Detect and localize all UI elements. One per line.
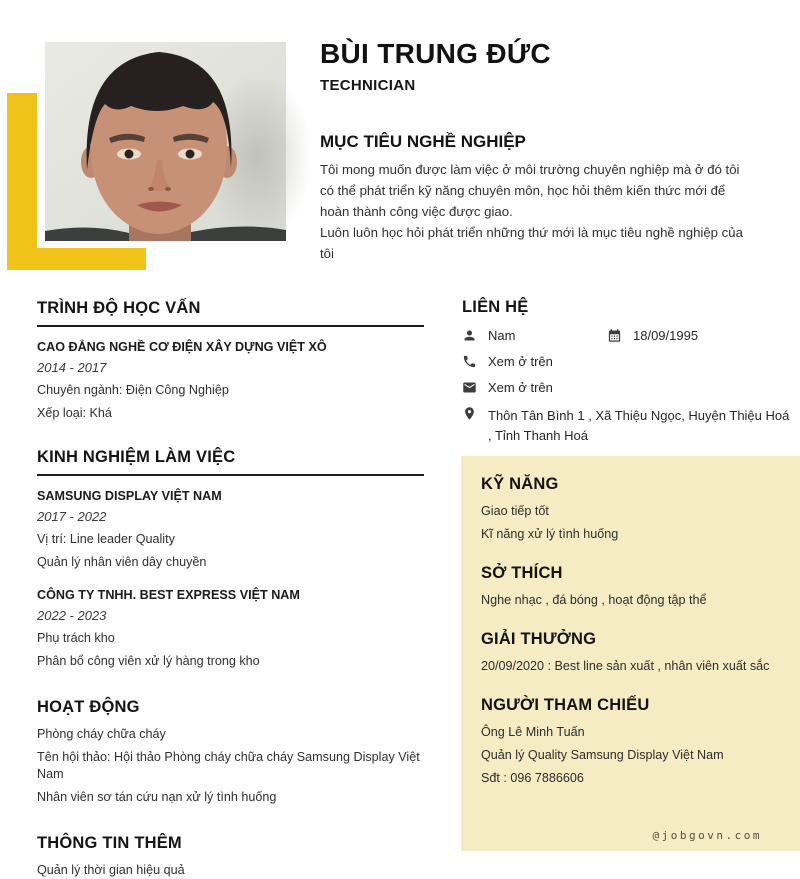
skills-heading: KỸ NĂNG: [481, 475, 559, 493]
experience-entry: [37, 488, 424, 571]
person-icon: [462, 328, 477, 343]
job-period: 2017 - 2022: [37, 509, 107, 524]
contact-rows: [462, 328, 792, 446]
job-period: 2022 - 2023: [37, 608, 107, 623]
additional-info-list: [37, 862, 424, 879]
phone-value: Xem ở trên: [488, 354, 553, 369]
dob-pair: [607, 328, 698, 344]
contact-section: [462, 296, 792, 446]
candidate-title: TECHNICIAN: [320, 77, 416, 94]
contact-row-email: [462, 380, 792, 396]
location-icon: [462, 406, 477, 421]
awards-heading: GIẢI THƯỞNG: [481, 630, 597, 648]
job-company: CÔNG TY TNHH. BEST EXPRESS VIỆT NAM: [37, 588, 300, 602]
phone-icon: [462, 354, 477, 369]
additional-info-heading: THÔNG TIN THÊM: [37, 834, 182, 852]
hobbies-heading: SỞ THÍCH: [481, 564, 563, 582]
reference-line: Sđt : 096 7886606: [481, 771, 584, 785]
reference-line: Ông Lê Minh Tuấn: [481, 725, 585, 739]
references-heading: NGƯỜI THAM CHIẾU: [481, 696, 650, 714]
objective-paragraph-2: Luôn luôn học hỏi phát triển những thứ mới là mục tiêu nghề nghiệp của tôi: [320, 225, 743, 261]
activity-line: Phòng cháy chữa cháy: [37, 727, 166, 741]
address-value: Thôn Tân Bình 1 , Xã Thiệu Ngọc, Huyện Thiệu Hoá , Tỉnh Thanh Hoá: [488, 408, 790, 443]
job-line: Phụ trách kho: [37, 631, 115, 645]
activities-list: [37, 726, 424, 806]
accent-bar-horizontal: [7, 248, 146, 270]
job-company: SAMSUNG DISPLAY VIỆT NAM: [37, 489, 222, 503]
side-panel: [461, 456, 800, 851]
objective-heading: MỤC TIÊU NGHỀ NGHIỆP: [320, 132, 526, 151]
contact-heading: LIÊN HỆ: [462, 298, 529, 316]
education-school: CAO ĐẲNG NGHỀ CƠ ĐIỆN XÂY DỰNG VIỆT XÔ: [37, 340, 327, 354]
contact-row-phone: [462, 354, 792, 370]
gender-pair: [462, 328, 607, 344]
contact-row-gender-dob: [462, 328, 792, 344]
activities-heading: HOẠT ĐỘNG: [37, 698, 140, 716]
experience-heading: KINH NGHIỆM LÀM VIỆC: [37, 446, 424, 476]
experience-entry: [37, 587, 424, 670]
objective-paragraph-1: Tôi mong muốn được làm việc ở môi trường chuyên nghiệp mà ở đó tôi có thể phát triển kỹ năng chuyên môn, học hỏi thêm kiến thức mới để hoàn thành công việc được giao.: [320, 162, 740, 219]
gender-value: Nam: [488, 328, 516, 343]
dob-value: 18/09/1995: [633, 328, 699, 343]
education-line: Chuyên ngành: Điện Công Nghiệp: [37, 383, 229, 397]
candidate-name: BÙI TRUNG ĐỨC: [320, 38, 551, 69]
left-column: [37, 297, 424, 879]
accent-bar-vertical: [7, 93, 37, 270]
education-line: Xếp loại: Khá: [37, 406, 112, 420]
hobby-line: Nghe nhạc , đá bóng , hoạt động tập thể: [481, 593, 707, 607]
education-heading: TRÌNH ĐỘ HỌC VẤN: [37, 297, 424, 327]
award-line: 20/09/2020 : Best line sản xuất , nhân viên xuất sắc: [481, 659, 770, 673]
job-line: Phân bổ công viên xử lý hàng trong kho: [37, 654, 260, 668]
activity-line: Tên hội thảo: Hội thảo Phòng cháy chữa cháy Samsung Display Việt Nam: [37, 750, 420, 781]
job-line: Quản lý nhân viên dây chuyền: [37, 555, 207, 569]
portrait-illustration: [45, 42, 286, 241]
contact-row-address: [462, 406, 792, 446]
email-icon: [462, 380, 477, 395]
education-entry: [37, 339, 424, 422]
skill-line: Kĩ năng xử lý tình huống: [481, 527, 619, 541]
skill-line: Giao tiếp tốt: [481, 504, 549, 518]
calendar-icon: [607, 328, 622, 343]
profile-photo: [45, 42, 286, 241]
activity-line: Nhân viên sơ tán cứu nạn xử lý tình huống: [37, 790, 277, 804]
reference-line: Quản lý Quality Samsung Display Việt Nam: [481, 748, 724, 762]
job-line: Vị trí: Line leader Quality: [37, 532, 175, 546]
additional-info-line: Quản lý thời gian hiệu quả: [37, 863, 185, 877]
watermark: @jobgovn.com: [652, 829, 762, 842]
email-value: Xem ở trên: [488, 380, 553, 395]
education-period: 2014 - 2017: [37, 360, 107, 375]
header-block: [320, 36, 752, 264]
